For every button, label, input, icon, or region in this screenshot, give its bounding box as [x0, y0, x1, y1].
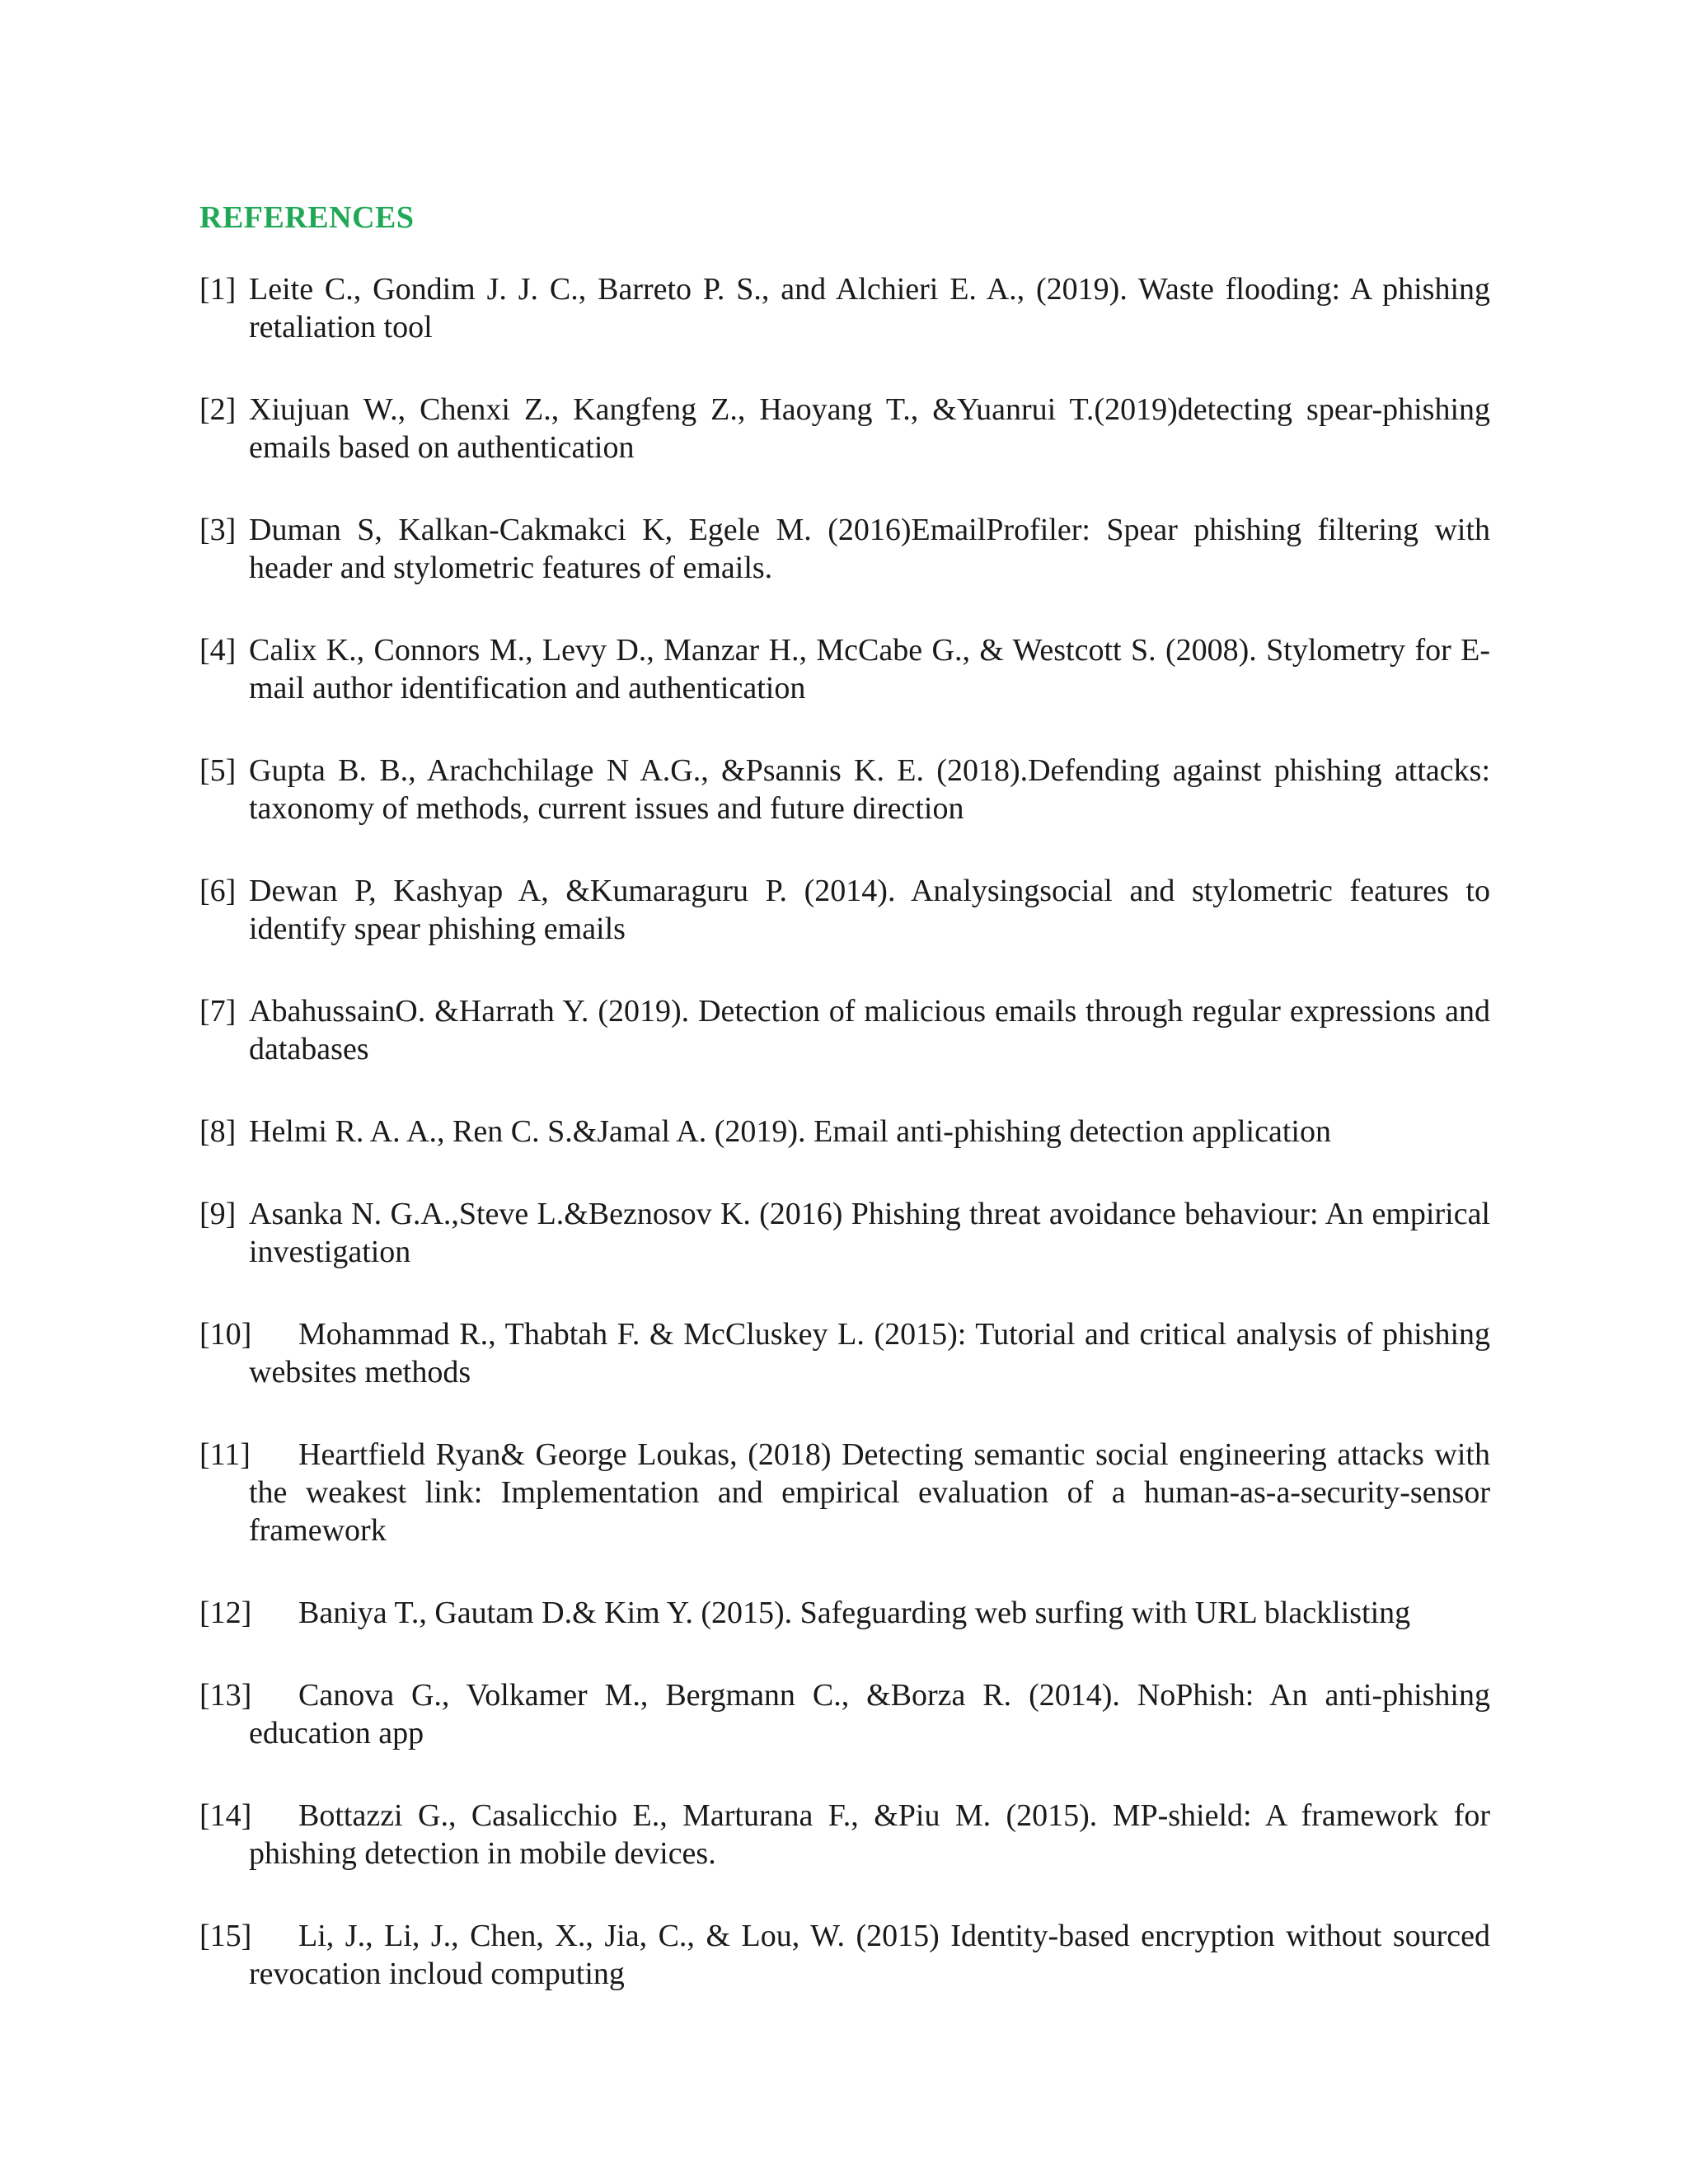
reference-text: Calix K., Connors M., Levy D., Manzar H., McCabe G., & Westcott S. (2008). Stylometry for E-mail author identification and authentication — [249, 633, 1490, 705]
reference-number: [15] — [199, 1919, 252, 1953]
reference-text: Mohammad R., Thabtah F. & McCluskey L. (2015): Tutorial and critical analysis of phishing websites methods — [249, 1317, 1490, 1390]
reference-item — [199, 1113, 1490, 1151]
reference-number: [13] — [199, 1678, 252, 1713]
reference-text: Dewan P, Kashyap A, &Kumaraguru P. (2014). Analysingsocial and stylometric features to identify spear phishing emails — [249, 874, 1490, 946]
reference-number: [3] — [199, 513, 237, 547]
reference-item — [199, 511, 1490, 587]
reference-text: Duman S, Kalkan-Cakmakci K, Egele M. (2016)EmailProfiler: Spear phishing filtering with header and stylometric features of emails. — [249, 513, 1490, 585]
reference-item — [199, 391, 1490, 466]
reference-text: Canova G., Volkamer M., Bergmann C., &Borza R. (2014). NoPhish: An anti-phishing education app — [249, 1678, 1490, 1750]
reference-item — [199, 270, 1490, 346]
reference-item — [199, 1917, 1490, 1993]
reference-text: Gupta B. B., Arachchilage N A.G., &Psannis K. E. (2018).Defending against phishing attacks: taxonomy of methods, current issues and future direction — [249, 753, 1490, 826]
reference-number: [14] — [199, 1798, 252, 1833]
reference-text: Li, J., Li, J., Chen, X., Jia, C., & Lou, W. (2015) Identity-based encryption without sourced revocation incloud computing — [249, 1919, 1490, 1991]
reference-number: [7] — [199, 994, 237, 1029]
reference-number: [4] — [199, 633, 237, 668]
reference-text: Helmi R. A. A., Ren C. S.&Jamal A. (2019). Email anti-phishing detection application — [249, 1114, 1331, 1149]
reference-number: [9] — [199, 1197, 237, 1231]
reference-item — [199, 752, 1490, 827]
reference-item — [199, 1797, 1490, 1872]
reference-text: Asanka N. G.A.,Steve L.&Beznosov K. (2016) Phishing threat avoidance behaviour: An empirical investigation — [249, 1197, 1490, 1269]
reference-item — [199, 872, 1490, 948]
reference-item — [199, 1594, 1490, 1632]
reference-number: [5] — [199, 753, 237, 788]
reference-item — [199, 631, 1490, 707]
reference-item — [199, 1315, 1490, 1391]
reference-item — [199, 992, 1490, 1068]
reference-text: AbahussainO. &Harrath Y. (2019). Detection of malicious emails through regular expressions and databases — [249, 994, 1490, 1066]
reference-number: [11] — [199, 1437, 251, 1472]
reference-item — [199, 1676, 1490, 1752]
reference-list — [199, 270, 1490, 2037]
reference-text: Leite C., Gondim J. J. C., Barreto P. S., and Alchieri E. A., (2019). Waste flooding: A phishing retaliation tool — [249, 272, 1490, 344]
reference-number: [12] — [199, 1596, 252, 1630]
reference-text: Xiujuan W., Chenxi Z., Kangfeng Z., Haoyang T., &Yuanrui T.(2019)detecting spear-phishing emails based on authentication — [249, 392, 1490, 465]
reference-text: Bottazzi G., Casalicchio E., Marturana F., &Piu M. (2015). MP-shield: A framework for phishing detection in mobile devices. — [249, 1798, 1490, 1871]
reference-number: [2] — [199, 392, 237, 427]
reference-number: [8] — [199, 1114, 237, 1149]
references-heading: REFERENCES — [199, 200, 415, 235]
reference-number: [10] — [199, 1317, 252, 1352]
reference-item — [199, 1195, 1490, 1271]
reference-number: [6] — [199, 874, 237, 908]
reference-item — [199, 1436, 1490, 1549]
reference-number: [1] — [199, 272, 237, 307]
reference-text: Baniya T., Gautam D.& Kim Y. (2015). Safeguarding web surfing with URL blacklisting — [298, 1596, 1411, 1630]
reference-text: Heartfield Ryan& George Loukas, (2018) Detecting semantic social engineering attacks with the weakest link: Implementation and empirical evaluation of a human-as-a-security-sensor framework — [249, 1437, 1490, 1548]
